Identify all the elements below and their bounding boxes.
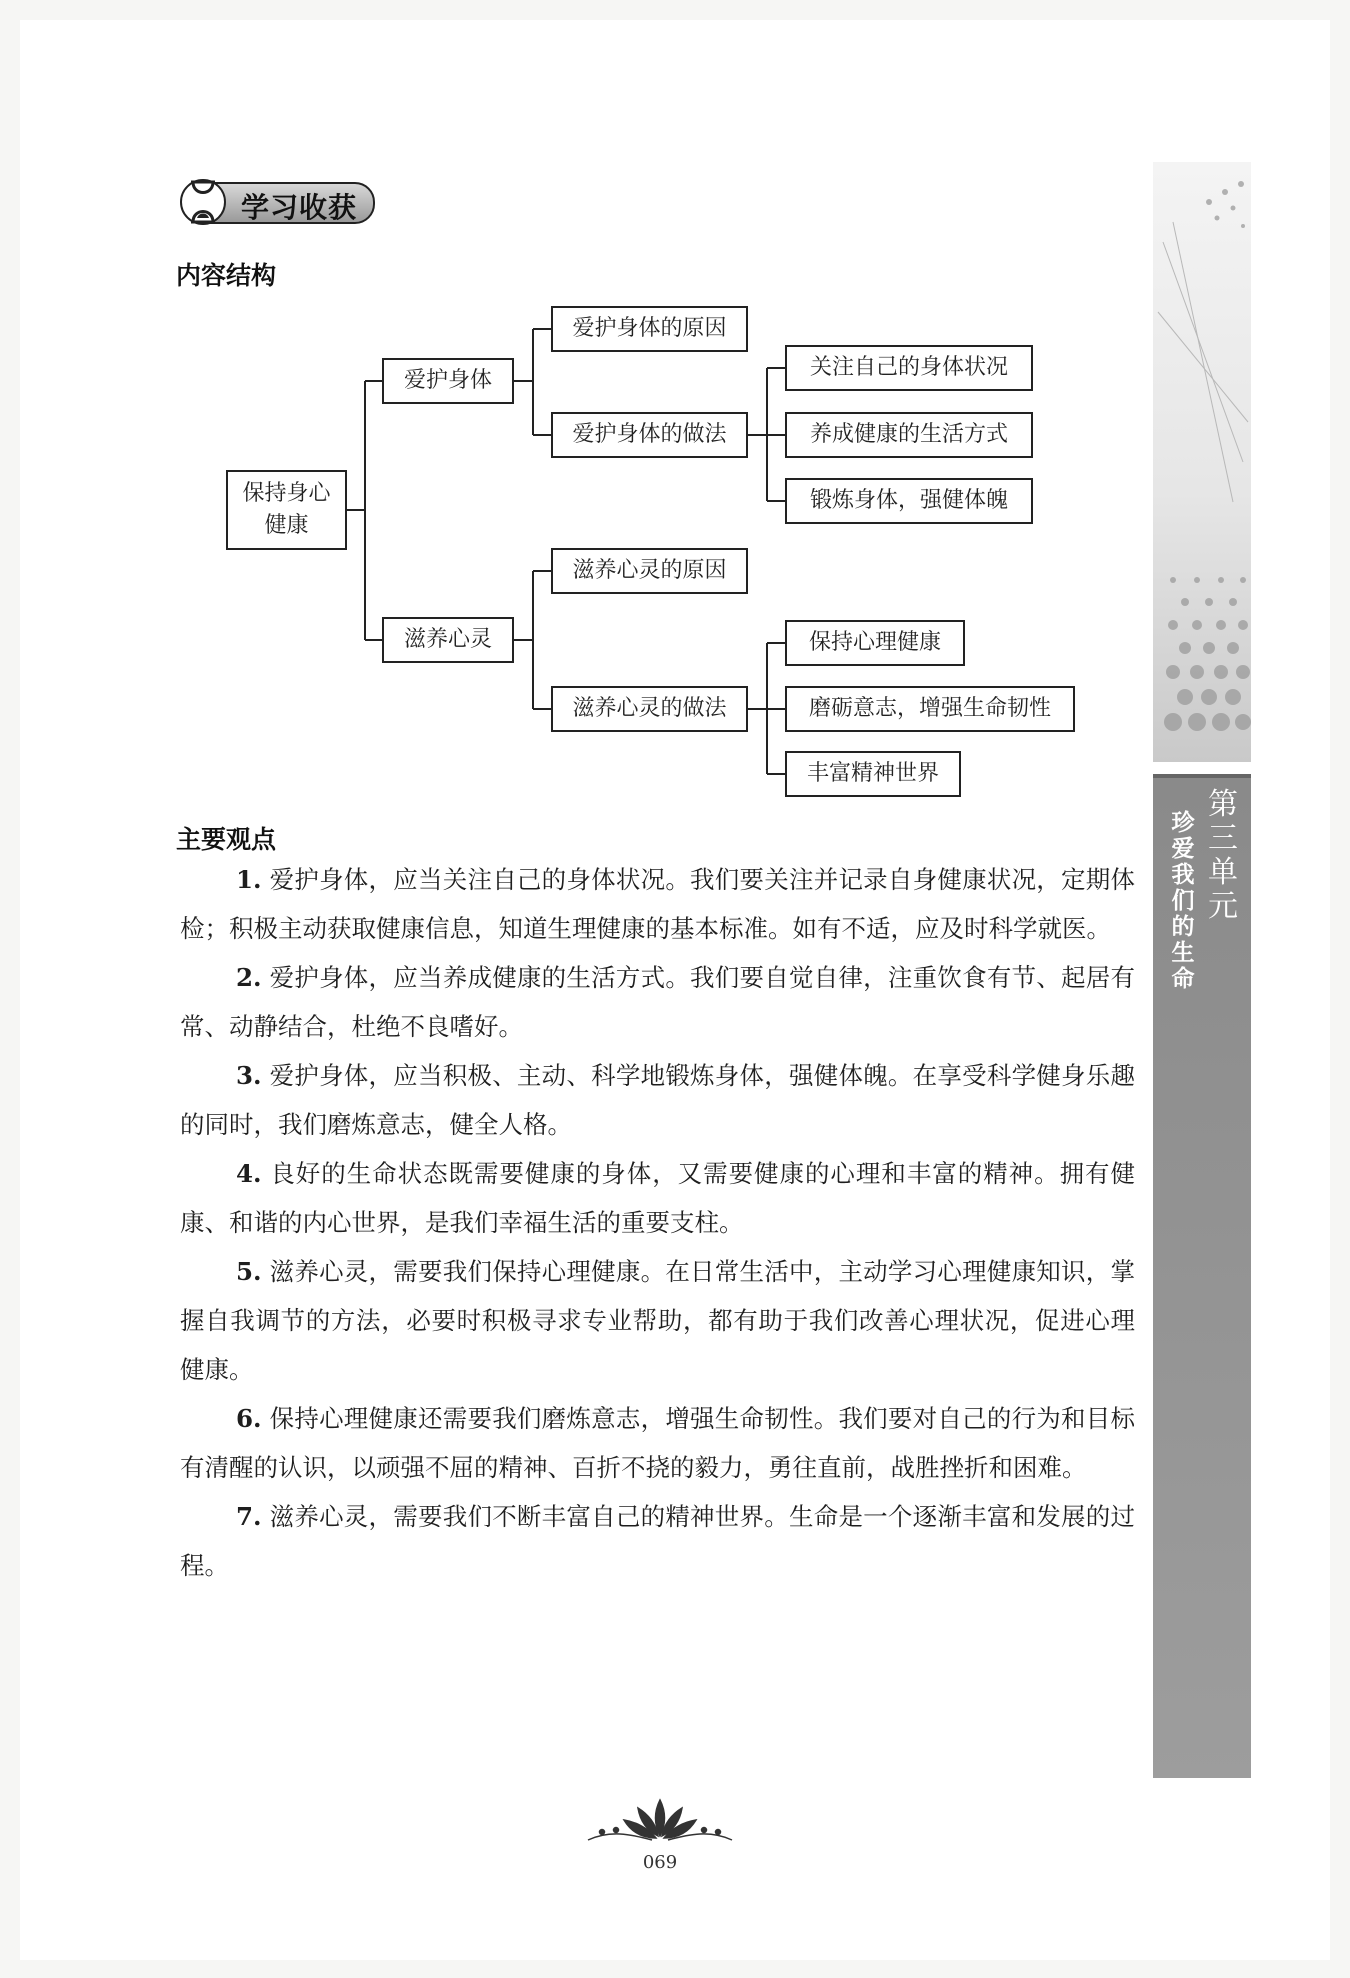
- node-body-method-1: [785, 345, 1033, 391]
- node-body-method-2: [785, 412, 1033, 458]
- point-item: 2. 爱护身体，应当养成健康的生活方式。我们要自觉自律，注重饮食有节、起居有常、动静结合，杜绝不良嗜好。: [180, 963, 1135, 1041]
- node-root: [226, 470, 347, 550]
- node-body-reason-label: 爱护身体的原因: [572, 316, 727, 341]
- node-body-method-label: 爱护身体的做法: [572, 422, 727, 447]
- node-body-method-3-label: 锻炼身体，强健体魄: [809, 488, 1008, 513]
- node-branch-body-label: 爱护身体: [403, 368, 492, 393]
- node-body-method-3: [785, 478, 1033, 524]
- point-item: 6. 保持心理健康还需要我们磨炼意志，增强生命韧性。我们要对自己的行为和目标有清醒的认识，以顽强不屈的精神、百折不挠的毅力，勇往直前，战胜挫折和困难。: [180, 1404, 1135, 1482]
- node-body-method-2-label: 养成健康的生活方式: [809, 422, 1008, 447]
- node-body-reason: [551, 306, 748, 352]
- node-root-label: 保持身心健康: [242, 481, 331, 538]
- main-points-list: [180, 855, 1135, 1590]
- node-mind-reason-label: 滋养心灵的原因: [572, 558, 727, 583]
- main-points-title: 主要观点: [176, 825, 277, 854]
- node-mind-method-2-label: 磨砺意志，增强生命韧性: [808, 696, 1051, 721]
- badge-label: 学习收获: [241, 191, 358, 224]
- floral-ornament-icon: [580, 1790, 740, 1850]
- point-item: 4. 良好的生命状态既需要健康的身体，又需要健康的心理和丰富的精神。拥有健康、和谐的内心世界，是我们幸福生活的重要支柱。: [180, 1159, 1135, 1237]
- unit-name: 珍爱我们的生命: [1171, 810, 1195, 992]
- node-mind-method-2: [785, 686, 1075, 732]
- point-item: 7. 滋养心灵，需要我们不断丰富自己的精神世界。生命是一个逐渐丰富和发展的过程。: [180, 1502, 1135, 1580]
- node-branch-mind: [382, 617, 514, 663]
- node-branch-body: [382, 358, 514, 404]
- point-item: 5. 滋养心灵，需要我们保持心理健康。在日常生活中，主动学习心理健康知识，掌握自我调节的方法，必要时积极寻求专业帮助，都有助于我们改善心理状况，促进心理健康。: [180, 1257, 1135, 1384]
- unit-label: 第三单元: [1208, 787, 1238, 924]
- node-branch-mind-label: 滋养心灵: [403, 627, 492, 652]
- node-mind-method: [551, 686, 748, 732]
- node-mind-method-1: [785, 620, 965, 666]
- node-body-method-1-label: 关注自己的身体状况: [809, 355, 1008, 380]
- point-item: 1. 爱护身体，应当关注自己的身体状况。我们要关注并记录自身健康状况，定期体检；积极主动获取健康信息，知道生理健康的基本标准。如有不适，应及时科学就医。: [180, 865, 1135, 943]
- node-mind-method-label: 滋养心灵的做法: [572, 696, 727, 721]
- node-mind-method-1-label: 保持心理健康: [808, 630, 941, 655]
- node-mind-method-3-label: 丰富精神世界: [806, 761, 939, 786]
- node-body-method: [551, 412, 748, 458]
- point-item: 3. 爱护身体，应当积极、主动、科学地锻炼身体，强健体魄。在享受科学健身乐趣的同时，我们磨炼意志，健全人格。: [180, 1061, 1135, 1139]
- content-structure-title: 内容结构: [176, 261, 277, 290]
- node-mind-reason: [551, 548, 748, 594]
- node-mind-method-3: [785, 751, 961, 797]
- page-number: 069: [642, 1852, 678, 1873]
